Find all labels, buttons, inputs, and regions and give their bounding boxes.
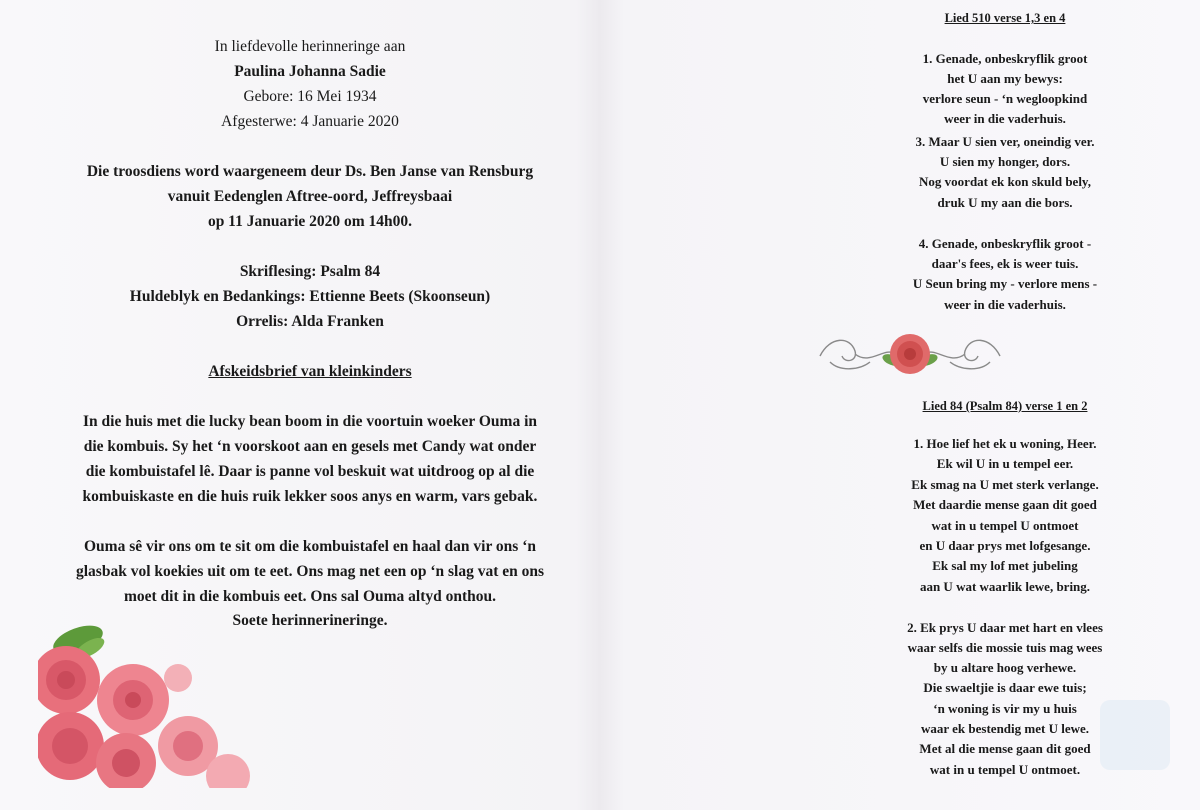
hymn-line: by u altare hoog verhewe. (933, 660, 1077, 675)
hymn-line: verlore seun - ‘n wegloopkind (922, 91, 1088, 106)
hymn-line: Met al die mense gaan dit goed (919, 741, 1091, 756)
letter-heading: Afskeidsbrief van kleinkinders (208, 363, 412, 380)
letter-paragraph-line: die kombuis. Sy het ‘n voorskoot aan en gesels met Candy wat onder (83, 438, 537, 455)
hymn-line: weer in die vaderhuis. (944, 111, 1066, 126)
intro-line: In liefdevolle herinneringe aan (214, 38, 406, 55)
service-line: op 11 Januarie 2020 om 14h00. (207, 213, 413, 230)
hymn-title: Lied 84 (Psalm 84) verse 1 en 2 (922, 399, 1088, 413)
rose-flourish-divider-icon (810, 326, 1010, 382)
letter-paragraph-line: die kombuistafel lê. Daar is panne vol beskuit wat uitdroog op al die (85, 463, 535, 480)
hymn-line: weer in die vaderhuis. (944, 297, 1066, 312)
hymn-line: 4. Genade, onbeskryflik groot - (918, 236, 1092, 251)
hymn-line: het U aan my bewys: (947, 71, 1063, 86)
hymn-line: daar's fees, ek is weer tuis. (931, 256, 1079, 271)
hymn-line: Ek wil U in u tempel eer. (936, 456, 1074, 471)
hymn-line: wat in u tempel U ontmoet (931, 518, 1079, 533)
hymn-line: en U daar prys met lofgesange. (919, 538, 1091, 553)
hymn-line: Die swaeltjie is daar ewe tuis; (923, 680, 1087, 695)
letter-paragraph-line: Soete herinnerineringe. (232, 612, 388, 629)
letter-paragraph-line: In die huis met die lucky bean boom in die voortuin woeker Ouma in (82, 413, 537, 430)
program-line: Huldeblyk en Bedankings: Ettienne Beets (Skoonseun) (129, 288, 491, 305)
hymn-title: Lied 510 verse 1,3 en 4 (944, 11, 1066, 25)
faint-watermark (1100, 700, 1170, 770)
hymn-line: ‘n woning is vir my u huis (933, 701, 1077, 716)
hymn-line: 1. Genade, onbeskryflik groot (922, 51, 1088, 66)
deceased-name: Paulina Johanna Sadie (234, 63, 386, 80)
letter-paragraph-line: moet dit in die kombuis eet. Ons sal Ouma altyd onthou. (123, 588, 497, 605)
letter-paragraph-line: Ouma sê vir ons om te sit om die kombuistafel en haal dan vir ons ‘n (84, 538, 536, 555)
letter-paragraph-line: kombuiskaste en die huis ruik lekker soos anys en warm, vars gebak. (82, 488, 538, 505)
service-line: Die troosdiens word waargeneem deur Ds. Ben Janse van Rensburg (86, 163, 534, 180)
hymn-line: 2. Ek prys U daar met hart en vlees (907, 620, 1103, 635)
hymn-line: U sien my honger, dors. (939, 154, 1071, 169)
hymn-line: Ek sal my lof met jubeling (932, 558, 1078, 573)
death-date: Afgesterwe: 4 Januarie 2020 (221, 113, 399, 130)
hymn-line: druk U my aan die bors. (937, 195, 1073, 210)
program-line: Skriflesing: Psalm 84 (239, 263, 381, 280)
service-line: vanuit Eedenglen Aftree-oord, Jeffreysbaai (167, 188, 453, 205)
hymn-line: aan U wat waarlik lewe, bring. (919, 579, 1091, 594)
right-page (600, 0, 1200, 810)
hymn-line: Met daardie mense gaan dit goed (913, 497, 1097, 512)
birth-date: Gebore: 16 Mei 1934 (243, 88, 377, 105)
program-line: Orrelis: Alda Franken (236, 313, 384, 330)
letter-paragraph-line: glasbak vol koekies uit om te eet. Ons mag net een op ‘n slag vat en ons (75, 563, 545, 580)
hymn-line: Nog voordat ek kon skuld bely, (919, 174, 1091, 189)
hymn-line: waar ek bestendig met U lewe. (920, 721, 1089, 736)
hymn-line: 3. Maar U sien ver, oneindig ver. (915, 134, 1095, 149)
rose-bouquet-icon (38, 618, 258, 788)
hymn-line: Ek smag na U met sterk verlange. (911, 477, 1099, 492)
hymn-line: U Seun bring my - verlore mens - (912, 276, 1098, 291)
hymn-line: 1. Hoe lief het ek u woning, Heer. (913, 436, 1097, 451)
hymn-line: waar selfs die mossie tuis mag wees (907, 640, 1103, 655)
hymn-line: wat in u tempel U ontmoet. (929, 762, 1081, 777)
